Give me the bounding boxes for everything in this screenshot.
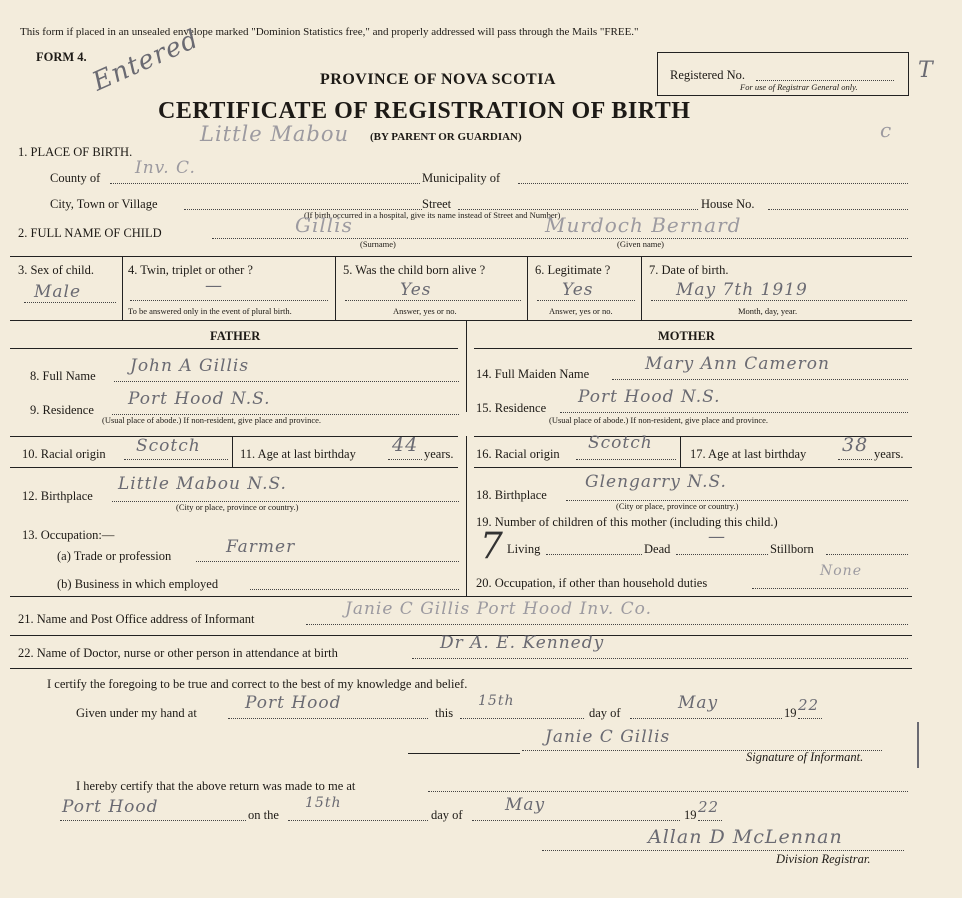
twin-value: — bbox=[205, 276, 223, 296]
given-under-label: Given under my hand at bbox=[76, 706, 197, 720]
registrar-day-value: 15th bbox=[305, 795, 342, 811]
father-trade-line bbox=[196, 561, 459, 562]
mother-residence-line bbox=[560, 412, 908, 413]
surname-caption: (Surname) bbox=[360, 239, 396, 249]
informant-signature-caption: Signature of Informant. bbox=[746, 750, 864, 764]
child-surname: Gillis bbox=[295, 213, 353, 237]
county-line bbox=[110, 183, 420, 184]
father-residence-note: (Usual place of abode.) If non-resident, give place and province. bbox=[102, 415, 322, 425]
rule-row3-top bbox=[10, 256, 912, 257]
father-residence-label: 9. Residence bbox=[30, 403, 94, 417]
father-business-label: (b) Business in which employed bbox=[57, 577, 219, 591]
month-line bbox=[630, 718, 782, 719]
father-racial-label: 10. Racial origin bbox=[22, 447, 106, 461]
registrar-statement: I hereby certify that the above return was made to me at bbox=[76, 779, 356, 793]
month-value: May bbox=[678, 693, 719, 713]
child-name-label: 2. FULL NAME OF CHILD bbox=[18, 226, 162, 240]
divider-alive-legit bbox=[527, 256, 528, 320]
registrar-place-line bbox=[60, 820, 246, 821]
legitimate-label: 6. Legitimate ? bbox=[535, 263, 611, 277]
divider-father-racial-age bbox=[232, 436, 233, 467]
certify-statement: I certify the foregoing to be true and correct to the best of my knowledge and belief. bbox=[47, 677, 468, 691]
date-of-birth-value: May 7th 1919 bbox=[676, 280, 808, 300]
registrar-day-of-label: day of bbox=[431, 808, 463, 822]
legitimate-value: Yes bbox=[562, 280, 594, 300]
twin-label: 4. Twin, triplet or other ? bbox=[128, 263, 253, 277]
father-age-line bbox=[388, 459, 422, 460]
registrar-year-line bbox=[698, 820, 722, 821]
given-place-value: Port Hood bbox=[245, 693, 342, 713]
page-title: CERTIFICATE OF REGISTRATION OF BIRTH bbox=[158, 98, 691, 124]
living-line bbox=[546, 554, 642, 555]
doctor-line bbox=[412, 658, 908, 659]
twin-note: To be answered only in the event of plural birth. bbox=[128, 306, 292, 316]
rule-doctor-bottom bbox=[10, 668, 912, 669]
registrar-day-line bbox=[288, 820, 428, 821]
doctor-value: Dr A. E. Kennedy bbox=[440, 633, 605, 653]
registrar-month-value: May bbox=[505, 795, 546, 815]
divider-twin-alive bbox=[335, 256, 336, 320]
mother-children-label: 19. Number of children of this mother (including this child.) bbox=[476, 515, 778, 529]
father-name-label: 8. Full Name bbox=[30, 369, 96, 383]
place-of-birth-label: 1. PLACE OF BIRTH. bbox=[18, 145, 133, 159]
date-of-birth-label: 7. Date of birth. bbox=[649, 263, 729, 277]
municipality-line bbox=[518, 183, 908, 184]
mother-maiden-label: 14. Full Maiden Name bbox=[476, 367, 590, 381]
municipality-label: Municipality of bbox=[422, 171, 501, 185]
mother-residence-note: (Usual place of abode.) If non-resident, give place and province. bbox=[549, 415, 769, 425]
given-name-caption: (Given name) bbox=[617, 239, 664, 249]
father-age-label: 11. Age at last birthday bbox=[240, 447, 356, 461]
living-label: Living bbox=[507, 542, 541, 556]
county-label: County of bbox=[50, 171, 101, 185]
year-line bbox=[798, 718, 822, 719]
mother-residence-value: Port Hood N.S. bbox=[578, 387, 721, 407]
registrar-signature-line bbox=[542, 850, 904, 851]
father-trade-label: (a) Trade or profession bbox=[57, 549, 172, 563]
this-label: this bbox=[435, 706, 454, 720]
margin-mark-c: c bbox=[880, 118, 893, 142]
hospital-note: (If birth occurred in a hospital, give its name instead of Street and Number) bbox=[304, 210, 561, 220]
informant-value: Janie C Gillis Port Hood Inv. Co. bbox=[345, 599, 653, 619]
father-birthplace-value: Little Mabou N.S. bbox=[118, 474, 287, 494]
registrar-month-line bbox=[472, 820, 680, 821]
divider-parents-upper bbox=[466, 320, 467, 412]
date-of-birth-line bbox=[651, 300, 907, 301]
mother-racial-label: 16. Racial origin bbox=[476, 447, 560, 461]
divider-legit-date bbox=[641, 256, 642, 320]
registrar-use-note: For use of Registrar General only. bbox=[740, 82, 858, 92]
rule-mother-racial-bottom bbox=[474, 467, 912, 468]
by-parent-caption: (BY PARENT OR GUARDIAN) bbox=[370, 131, 522, 143]
born-alive-label: 5. Was the child born alive ? bbox=[343, 263, 486, 277]
doctor-label: 22. Name of Doctor, nurse or other person in attendance at birth bbox=[18, 646, 338, 660]
living-count-value: 7 bbox=[480, 526, 504, 567]
sex-label: 3. Sex of child. bbox=[18, 263, 95, 277]
father-trade-value: Farmer bbox=[226, 537, 296, 557]
registrar-signature: Allan D McLennan bbox=[648, 826, 843, 848]
date-of-birth-note: Month, day, year. bbox=[738, 306, 798, 316]
dead-value: — bbox=[708, 527, 726, 547]
mother-maiden-line bbox=[612, 379, 908, 380]
house-no-line bbox=[768, 209, 908, 210]
year-prefix: 19 bbox=[784, 706, 797, 720]
form-number: FORM 4. bbox=[36, 50, 87, 64]
stillborn-line bbox=[826, 554, 908, 555]
father-name-value: John A Gillis bbox=[130, 356, 250, 376]
given-place-line bbox=[228, 718, 428, 719]
rule-father-racial-bottom bbox=[10, 467, 458, 468]
informant-label: 21. Name and Post Office address of Informant bbox=[18, 612, 255, 626]
rule-father-header bbox=[10, 348, 458, 349]
informant-line bbox=[306, 624, 908, 625]
dead-label: Dead bbox=[644, 542, 671, 556]
mother-occupation-line bbox=[752, 588, 908, 589]
father-name-line bbox=[114, 381, 459, 382]
year-suffix: 22 bbox=[798, 696, 820, 714]
registered-no-line bbox=[756, 80, 894, 81]
legitimate-note: Answer, yes or no. bbox=[549, 306, 613, 316]
day-of-label: day of bbox=[589, 706, 621, 720]
registrar-year-prefix: 19 bbox=[684, 808, 697, 822]
sex-value: Male bbox=[34, 282, 82, 302]
county-value: Inv. C. bbox=[135, 158, 196, 178]
child-given-name: Murdoch Bernard bbox=[545, 213, 742, 237]
child-name-line bbox=[212, 238, 908, 239]
top-notice: This form if placed in an unsealed envelope marked "Dominion Statistics free," and properly addressed will pass through the Mails "FREE." bbox=[20, 26, 639, 38]
registrar-caption: Division Registrar. bbox=[776, 852, 871, 866]
father-business-line bbox=[250, 589, 459, 590]
mother-occupation-value: None bbox=[820, 563, 862, 579]
mother-maiden-value: Mary Ann Cameron bbox=[645, 354, 830, 374]
father-header: FATHER bbox=[210, 329, 261, 343]
province-heading: PROVINCE OF NOVA SCOTIA bbox=[320, 71, 556, 88]
informant-signature-dash bbox=[408, 753, 520, 754]
registrar-on-the-label: on the bbox=[248, 808, 279, 822]
stillborn-label: Stillborn bbox=[770, 542, 814, 556]
house-no-label: House No. bbox=[701, 197, 755, 211]
mother-birthplace-label: 18. Birthplace bbox=[476, 488, 547, 502]
father-racial-value: Scotch bbox=[136, 436, 201, 456]
divider-parents-lower bbox=[466, 436, 467, 596]
rule-father-racial-top bbox=[10, 436, 458, 437]
this-day-line bbox=[460, 718, 584, 719]
place-of-birth-value: Little Mabou bbox=[200, 122, 349, 146]
twin-line bbox=[130, 300, 328, 301]
mother-header: MOTHER bbox=[658, 329, 715, 343]
born-alive-line bbox=[345, 300, 521, 301]
father-residence-value: Port Hood N.S. bbox=[128, 389, 271, 409]
mother-residence-label: 15. Residence bbox=[476, 401, 547, 415]
father-birthplace-note: (City or place, province or country.) bbox=[176, 502, 299, 512]
margin-tick bbox=[917, 722, 919, 768]
entered-stamp: Entered bbox=[88, 24, 204, 98]
born-alive-note: Answer, yes or no. bbox=[393, 306, 457, 316]
registrar-year-suffix: 22 bbox=[698, 798, 720, 816]
city-label: City, Town or Village bbox=[50, 197, 158, 211]
mother-racial-line bbox=[576, 459, 676, 460]
mother-birthplace-note: (City or place, province or country.) bbox=[616, 501, 739, 511]
this-day-value: 15th bbox=[478, 693, 515, 709]
born-alive-value: Yes bbox=[400, 280, 432, 300]
sex-line bbox=[24, 302, 116, 303]
divider-mother-racial-age bbox=[680, 436, 681, 467]
mother-racial-value: Scotch bbox=[588, 433, 653, 453]
rule-row3-bottom bbox=[10, 320, 912, 321]
father-birthplace-label: 12. Birthplace bbox=[22, 489, 93, 503]
registered-no-label: Registered No. bbox=[670, 68, 745, 82]
mother-age-value: 38 bbox=[842, 434, 869, 456]
mother-years-label: years. bbox=[874, 447, 904, 461]
dead-line bbox=[676, 554, 768, 555]
father-occupation-label: 13. Occupation:— bbox=[22, 528, 115, 542]
registrar-place-value: Port Hood bbox=[62, 797, 159, 817]
margin-mark-right: T bbox=[918, 58, 934, 83]
father-age-value: 44 bbox=[392, 434, 419, 456]
rule-mother-header bbox=[474, 348, 912, 349]
divider-sex-twin bbox=[122, 256, 123, 320]
mother-age-line bbox=[838, 459, 872, 460]
registrar-place-top-line bbox=[428, 791, 908, 792]
mother-age-label: 17. Age at last birthday bbox=[690, 447, 807, 461]
rule-informant-top bbox=[10, 596, 912, 597]
mother-occupation-label: 20. Occupation, if other than household duties bbox=[476, 576, 708, 590]
father-racial-line bbox=[124, 459, 228, 460]
street-label: Street bbox=[422, 197, 452, 211]
informant-signature: Janie C Gillis bbox=[545, 727, 671, 747]
father-years-label: years. bbox=[424, 447, 454, 461]
mother-birthplace-value: Glengarry N.S. bbox=[585, 472, 727, 492]
legitimate-line bbox=[537, 300, 635, 301]
